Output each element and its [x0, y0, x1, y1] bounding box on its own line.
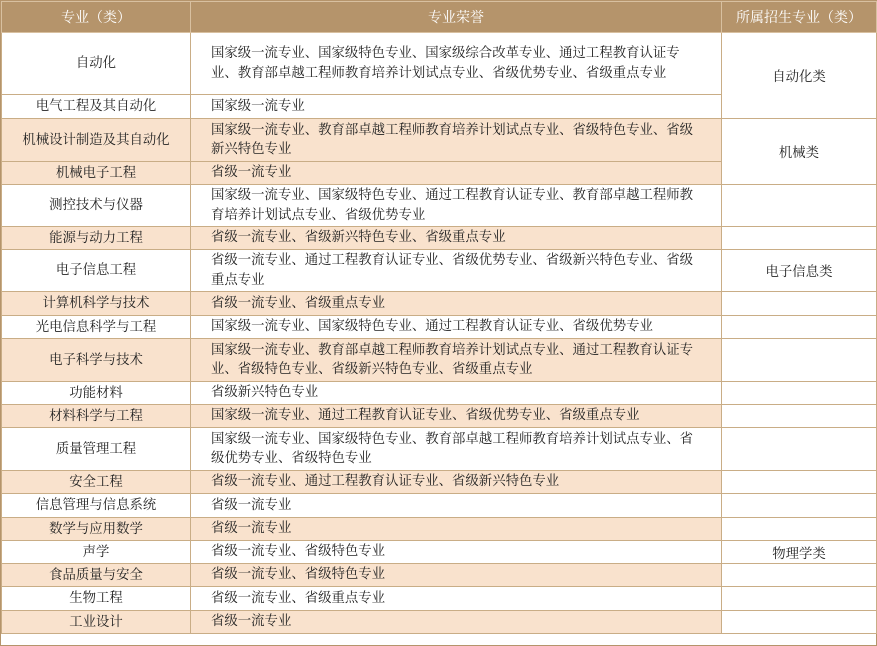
major-name: 自动化 — [2, 33, 191, 95]
major-honors: 省级一流专业、通过工程教育认证专业、省级优势专业、省级新兴特色专业、省级重点专业 — [191, 250, 722, 292]
major-name: 声学 — [2, 541, 191, 564]
category-cell — [722, 564, 877, 587]
table-row — [2, 611, 877, 634]
table-row — [2, 33, 877, 95]
major-name: 功能材料 — [2, 382, 191, 405]
table-row — [2, 185, 877, 227]
table-row — [2, 518, 877, 541]
major-name: 光电信息科学与工程 — [2, 316, 191, 339]
major-honors: 省级一流专业 — [191, 162, 722, 185]
major-name: 电子信息工程 — [2, 250, 191, 292]
header-major: 专业（类） — [2, 2, 191, 33]
major-name: 电子科学与技术 — [2, 339, 191, 382]
major-honors: 国家级一流专业、国家级特色专业、通过工程教育认证专业、省级优势专业 — [191, 316, 722, 339]
major-honors: 国家级一流专业 — [191, 95, 722, 119]
major-honors: 省级一流专业、省级新兴特色专业、省级重点专业 — [191, 227, 722, 250]
category-cell — [722, 471, 877, 494]
category-cell — [722, 292, 877, 316]
table-row — [2, 382, 877, 405]
table-row — [2, 494, 877, 518]
category-cell — [722, 428, 877, 471]
major-name: 测控技术与仪器 — [2, 185, 191, 227]
major-name: 信息管理与信息系统 — [2, 494, 191, 518]
table-row — [2, 250, 877, 292]
table-row — [2, 119, 877, 162]
category-cell — [722, 587, 877, 611]
major-honors: 省级一流专业、通过工程教育认证专业、省级新兴特色专业 — [191, 471, 722, 494]
table-row — [2, 471, 877, 494]
major-name: 食品质量与安全 — [2, 564, 191, 587]
table-row — [2, 587, 877, 611]
major-honors: 国家级一流专业、教育部卓越工程师教育培养计划试点专业、省级特色专业、省级新兴特色专业 — [191, 119, 722, 162]
category-cell: 自动化类 — [722, 33, 877, 119]
table-row — [2, 316, 877, 339]
major-honors: 省级新兴特色专业 — [191, 382, 722, 405]
header-honors: 专业荣誉 — [191, 2, 722, 33]
category-cell — [722, 185, 877, 227]
major-name: 安全工程 — [2, 471, 191, 494]
table-row — [2, 541, 877, 564]
major-honors: 国家级一流专业、教育部卓越工程师教育培养计划试点专业、通过工程教育认证专业、省级特色专业、省级新兴特色专业、省级重点专业 — [191, 339, 722, 382]
major-name: 机械电子工程 — [2, 162, 191, 185]
category-cell: 电子信息类 — [722, 250, 877, 292]
table-row — [2, 405, 877, 428]
table-row — [2, 564, 877, 587]
category-cell — [722, 316, 877, 339]
category-cell — [722, 227, 877, 250]
major-name: 生物工程 — [2, 587, 191, 611]
majors-table — [1, 1, 877, 634]
major-honors: 省级一流专业、省级重点专业 — [191, 587, 722, 611]
major-honors: 国家级一流专业、国家级特色专业、通过工程教育认证专业、教育部卓越工程师教育培养计划试点专业、省级优势专业 — [191, 185, 722, 227]
major-name: 材料科学与工程 — [2, 405, 191, 428]
category-cell: 机械类 — [722, 119, 877, 185]
category-cell: 物理学类 — [722, 541, 877, 564]
major-honors: 省级一流专业、省级特色专业 — [191, 541, 722, 564]
category-cell — [722, 611, 877, 634]
table-row — [2, 292, 877, 316]
major-name: 能源与动力工程 — [2, 227, 191, 250]
major-honors: 国家级一流专业、通过工程教育认证专业、省级优势专业、省级重点专业 — [191, 405, 722, 428]
table-row — [2, 428, 877, 471]
category-cell — [722, 405, 877, 428]
major-name: 数学与应用数学 — [2, 518, 191, 541]
major-honors: 省级一流专业、省级特色专业 — [191, 564, 722, 587]
major-name: 质量管理工程 — [2, 428, 191, 471]
major-name: 机械设计制造及其自动化 — [2, 119, 191, 162]
table-row — [2, 227, 877, 250]
major-honors: 省级一流专业 — [191, 518, 722, 541]
table-row — [2, 339, 877, 382]
major-name: 工业设计 — [2, 611, 191, 634]
major-name: 电气工程及其自动化 — [2, 95, 191, 119]
major-honors: 省级一流专业 — [191, 611, 722, 634]
major-name: 计算机科学与技术 — [2, 292, 191, 316]
major-honors: 省级一流专业、省级重点专业 — [191, 292, 722, 316]
category-cell — [722, 518, 877, 541]
header-category: 所属招生专业（类） — [722, 2, 877, 33]
table-header-row — [2, 2, 877, 33]
major-honors: 国家级一流专业、国家级特色专业、国家级综合改革专业、通过工程教育认证专业、教育部卓越工程师教育培养计划试点专业、省级优势专业、省级重点专业 — [191, 33, 722, 95]
category-cell — [722, 382, 877, 405]
major-honors: 国家级一流专业、国家级特色专业、教育部卓越工程师教育培养计划试点专业、省级优势专业、省级特色专业 — [191, 428, 722, 471]
category-cell — [722, 494, 877, 518]
major-honors: 省级一流专业 — [191, 494, 722, 518]
category-cell — [722, 339, 877, 382]
